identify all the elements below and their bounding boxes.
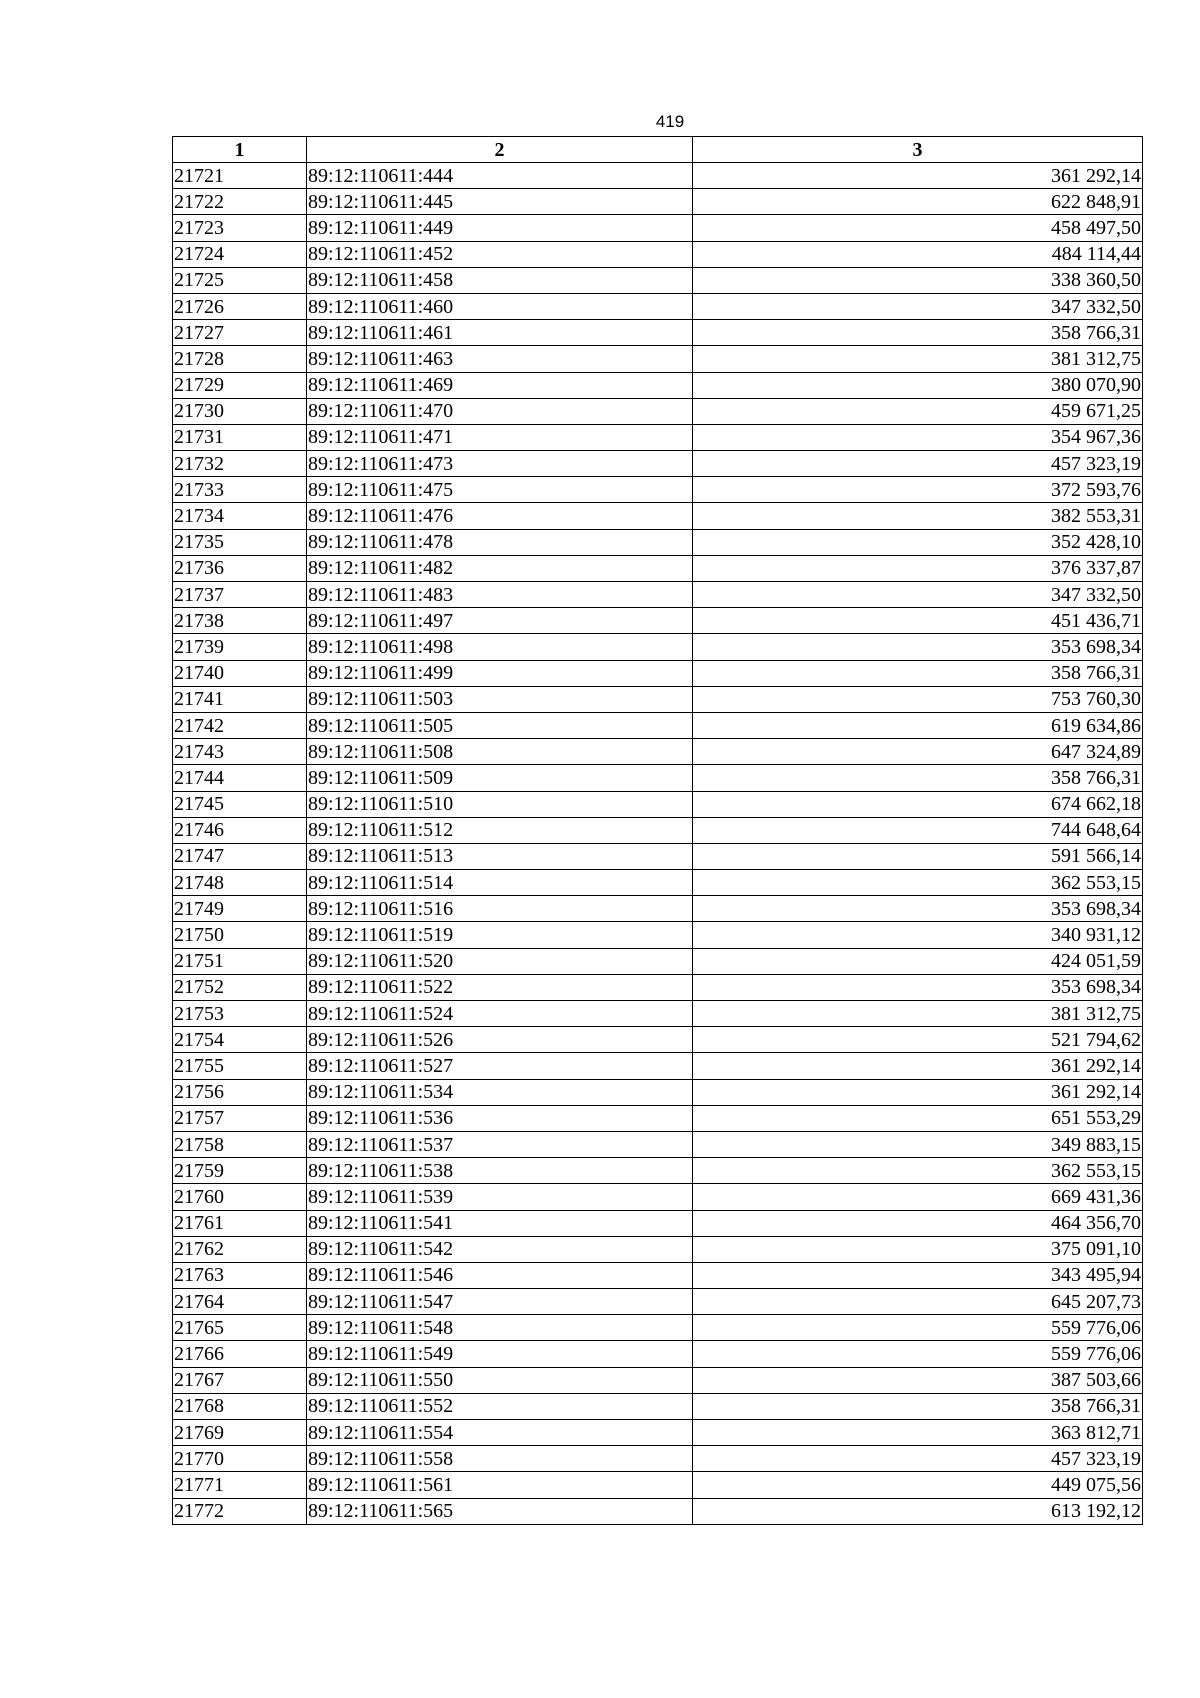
value-cell: 457 323,19 (693, 451, 1143, 477)
table-row (173, 1472, 1143, 1498)
value-cell: 424 051,59 (693, 948, 1143, 974)
value-cell: 353 698,34 (693, 896, 1143, 922)
row-number-cell: 21732 (173, 451, 307, 477)
row-number-cell: 21758 (173, 1131, 307, 1157)
row-number-cell: 21745 (173, 791, 307, 817)
row-number-cell: 21736 (173, 555, 307, 581)
row-number-cell: 21757 (173, 1105, 307, 1131)
table-row (173, 843, 1143, 869)
table-row (173, 451, 1143, 477)
cadastral-number-cell: 89:12:110611:558 (307, 1446, 693, 1472)
table-row (173, 1367, 1143, 1393)
row-number-cell: 21763 (173, 1262, 307, 1288)
cadastral-number-cell: 89:12:110611:452 (307, 241, 693, 267)
table-row (173, 477, 1143, 503)
row-number-cell: 21743 (173, 739, 307, 765)
value-cell: 361 292,14 (693, 1079, 1143, 1105)
cadastral-number-cell: 89:12:110611:548 (307, 1315, 693, 1341)
table-row (173, 660, 1143, 686)
table-row (173, 1105, 1143, 1131)
cadastral-number-cell: 89:12:110611:483 (307, 582, 693, 608)
cadastral-number-cell: 89:12:110611:522 (307, 974, 693, 1000)
table-row (173, 503, 1143, 529)
cadastral-number-cell: 89:12:110611:549 (307, 1341, 693, 1367)
cadastral-number-cell: 89:12:110611:539 (307, 1184, 693, 1210)
table-row (173, 1236, 1143, 1262)
cadastral-number-cell: 89:12:110611:514 (307, 870, 693, 896)
cadastral-number-cell: 89:12:110611:497 (307, 608, 693, 634)
table-row (173, 1158, 1143, 1184)
value-cell: 361 292,14 (693, 163, 1143, 189)
column-header-1: 1 (173, 137, 307, 163)
table-row (173, 1315, 1143, 1341)
value-cell: 457 323,19 (693, 1446, 1143, 1472)
row-number-cell: 21762 (173, 1236, 307, 1262)
table-row (173, 398, 1143, 424)
value-cell: 347 332,50 (693, 582, 1143, 608)
value-cell: 375 091,10 (693, 1236, 1143, 1262)
cadastral-number-cell: 89:12:110611:449 (307, 215, 693, 241)
value-cell: 361 292,14 (693, 1053, 1143, 1079)
cadastral-number-cell: 89:12:110611:458 (307, 267, 693, 293)
row-number-cell: 21737 (173, 582, 307, 608)
table-row (173, 1289, 1143, 1315)
value-cell: 372 593,76 (693, 477, 1143, 503)
table-header-row (173, 137, 1143, 163)
table-row (173, 555, 1143, 581)
table-row (173, 1079, 1143, 1105)
row-number-cell: 21768 (173, 1393, 307, 1419)
cadastral-number-cell: 89:12:110611:536 (307, 1105, 693, 1131)
value-cell: 619 634,86 (693, 712, 1143, 738)
value-cell: 464 356,70 (693, 1210, 1143, 1236)
value-cell: 381 312,75 (693, 1001, 1143, 1027)
value-cell: 744 648,64 (693, 817, 1143, 843)
cadastral-number-cell: 89:12:110611:498 (307, 634, 693, 660)
cadastral-number-cell: 89:12:110611:527 (307, 1053, 693, 1079)
table-row (173, 215, 1143, 241)
row-number-cell: 21728 (173, 346, 307, 372)
cadastral-number-cell: 89:12:110611:508 (307, 739, 693, 765)
table-row (173, 189, 1143, 215)
value-cell: 381 312,75 (693, 346, 1143, 372)
row-number-cell: 21747 (173, 843, 307, 869)
value-cell: 669 431,36 (693, 1184, 1143, 1210)
cadastral-number-cell: 89:12:110611:503 (307, 686, 693, 712)
row-number-cell: 21746 (173, 817, 307, 843)
value-cell: 376 337,87 (693, 555, 1143, 581)
row-number-cell: 21724 (173, 241, 307, 267)
cadastral-number-cell: 89:12:110611:526 (307, 1027, 693, 1053)
value-cell: 363 812,71 (693, 1420, 1143, 1446)
table-body (173, 163, 1143, 1525)
table-row (173, 241, 1143, 267)
value-cell: 674 662,18 (693, 791, 1143, 817)
row-number-cell: 21723 (173, 215, 307, 241)
cadastral-number-cell: 89:12:110611:505 (307, 712, 693, 738)
table-row (173, 1210, 1143, 1236)
row-number-cell: 21759 (173, 1158, 307, 1184)
cadastral-number-cell: 89:12:110611:537 (307, 1131, 693, 1157)
cadastral-number-cell: 89:12:110611:565 (307, 1498, 693, 1524)
cadastral-number-cell: 89:12:110611:552 (307, 1393, 693, 1419)
table-row (173, 1420, 1143, 1446)
value-cell: 349 883,15 (693, 1131, 1143, 1157)
cadastral-number-cell: 89:12:110611:471 (307, 424, 693, 450)
table-row (173, 320, 1143, 346)
cadastral-number-cell: 89:12:110611:561 (307, 1472, 693, 1498)
cadastral-number-cell: 89:12:110611:512 (307, 817, 693, 843)
row-number-cell: 21725 (173, 267, 307, 293)
cadastral-number-cell: 89:12:110611:460 (307, 293, 693, 319)
value-cell: 449 075,56 (693, 1472, 1143, 1498)
cadastral-number-cell: 89:12:110611:463 (307, 346, 693, 372)
value-cell: 753 760,30 (693, 686, 1143, 712)
value-cell: 559 776,06 (693, 1341, 1143, 1367)
table-row (173, 529, 1143, 555)
value-cell: 651 553,29 (693, 1105, 1143, 1131)
table-row (173, 1446, 1143, 1472)
cadastral-number-cell: 89:12:110611:476 (307, 503, 693, 529)
row-number-cell: 21730 (173, 398, 307, 424)
value-cell: 343 495,94 (693, 1262, 1143, 1288)
cadastral-number-cell: 89:12:110611:520 (307, 948, 693, 974)
row-number-cell: 21760 (173, 1184, 307, 1210)
cadastral-number-cell: 89:12:110611:516 (307, 896, 693, 922)
value-cell: 613 192,12 (693, 1498, 1143, 1524)
cadastral-number-cell: 89:12:110611:547 (307, 1289, 693, 1315)
cadastral-number-cell: 89:12:110611:554 (307, 1420, 693, 1446)
value-cell: 382 553,31 (693, 503, 1143, 529)
row-number-cell: 21735 (173, 529, 307, 555)
value-cell: 484 114,44 (693, 241, 1143, 267)
table-row (173, 739, 1143, 765)
value-cell: 354 967,36 (693, 424, 1143, 450)
table-row (173, 293, 1143, 319)
cadastral-number-cell: 89:12:110611:444 (307, 163, 693, 189)
table-row (173, 1184, 1143, 1210)
row-number-cell: 21769 (173, 1420, 307, 1446)
value-cell: 559 776,06 (693, 1315, 1143, 1341)
table-row (173, 163, 1143, 189)
table-row (173, 791, 1143, 817)
page-number: 419 (655, 112, 685, 131)
row-number-cell: 21753 (173, 1001, 307, 1027)
table-row (173, 267, 1143, 293)
cadastral-number-cell: 89:12:110611:475 (307, 477, 693, 503)
cadastral-number-cell: 89:12:110611:445 (307, 189, 693, 215)
data-table (172, 136, 1143, 1525)
table-row (173, 922, 1143, 948)
row-number-cell: 21764 (173, 1289, 307, 1315)
table-row (173, 1053, 1143, 1079)
table-row (173, 1393, 1143, 1419)
table-row (173, 1262, 1143, 1288)
table-row (173, 686, 1143, 712)
table-row (173, 765, 1143, 791)
column-header-3: 3 (693, 137, 1143, 163)
cadastral-number-cell: 89:12:110611:461 (307, 320, 693, 346)
column-header-2: 2 (307, 137, 693, 163)
table-row (173, 948, 1143, 974)
table-row (173, 1027, 1143, 1053)
row-number-cell: 21766 (173, 1341, 307, 1367)
value-cell: 353 698,34 (693, 634, 1143, 660)
row-number-cell: 21738 (173, 608, 307, 634)
value-cell: 458 497,50 (693, 215, 1143, 241)
row-number-cell: 21748 (173, 870, 307, 896)
value-cell: 358 766,31 (693, 660, 1143, 686)
table-row (173, 424, 1143, 450)
value-cell: 459 671,25 (693, 398, 1143, 424)
value-cell: 362 553,15 (693, 870, 1143, 896)
value-cell: 340 931,12 (693, 922, 1143, 948)
row-number-cell: 21731 (173, 424, 307, 450)
value-cell: 622 848,91 (693, 189, 1143, 215)
row-number-cell: 21722 (173, 189, 307, 215)
row-number-cell: 21755 (173, 1053, 307, 1079)
row-number-cell: 21771 (173, 1472, 307, 1498)
row-number-cell: 21726 (173, 293, 307, 319)
row-number-cell: 21752 (173, 974, 307, 1000)
row-number-cell: 21727 (173, 320, 307, 346)
table-row (173, 712, 1143, 738)
cadastral-number-cell: 89:12:110611:542 (307, 1236, 693, 1262)
row-number-cell: 21741 (173, 686, 307, 712)
row-number-cell: 21761 (173, 1210, 307, 1236)
table-row (173, 1131, 1143, 1157)
row-number-cell: 21770 (173, 1446, 307, 1472)
value-cell: 347 332,50 (693, 293, 1143, 319)
row-number-cell: 21756 (173, 1079, 307, 1105)
row-number-cell: 21772 (173, 1498, 307, 1524)
cadastral-number-cell: 89:12:110611:509 (307, 765, 693, 791)
table-row (173, 870, 1143, 896)
table-row (173, 1498, 1143, 1524)
row-number-cell: 21744 (173, 765, 307, 791)
table-row (173, 817, 1143, 843)
row-number-cell: 21739 (173, 634, 307, 660)
cadastral-number-cell: 89:12:110611:478 (307, 529, 693, 555)
table-row (173, 974, 1143, 1000)
row-number-cell: 21740 (173, 660, 307, 686)
value-cell: 647 324,89 (693, 739, 1143, 765)
cadastral-number-cell: 89:12:110611:546 (307, 1262, 693, 1288)
row-number-cell: 21751 (173, 948, 307, 974)
value-cell: 358 766,31 (693, 765, 1143, 791)
row-number-cell: 21765 (173, 1315, 307, 1341)
value-cell: 591 566,14 (693, 843, 1143, 869)
row-number-cell: 21749 (173, 896, 307, 922)
table-row (173, 1341, 1143, 1367)
row-number-cell: 21721 (173, 163, 307, 189)
cadastral-number-cell: 89:12:110611:541 (307, 1210, 693, 1236)
cadastral-number-cell: 89:12:110611:550 (307, 1367, 693, 1393)
cadastral-number-cell: 89:12:110611:534 (307, 1079, 693, 1105)
cadastral-number-cell: 89:12:110611:473 (307, 451, 693, 477)
cadastral-number-cell: 89:12:110611:513 (307, 843, 693, 869)
table-row (173, 608, 1143, 634)
row-number-cell: 21729 (173, 372, 307, 398)
value-cell: 521 794,62 (693, 1027, 1143, 1053)
value-cell: 387 503,66 (693, 1367, 1143, 1393)
cadastral-number-cell: 89:12:110611:538 (307, 1158, 693, 1184)
table-row (173, 346, 1143, 372)
value-cell: 362 553,15 (693, 1158, 1143, 1184)
row-number-cell: 21754 (173, 1027, 307, 1053)
table-row (173, 1001, 1143, 1027)
table-row (173, 896, 1143, 922)
value-cell: 358 766,31 (693, 1393, 1143, 1419)
value-cell: 358 766,31 (693, 320, 1143, 346)
cadastral-number-cell: 89:12:110611:510 (307, 791, 693, 817)
value-cell: 353 698,34 (693, 974, 1143, 1000)
cadastral-number-cell: 89:12:110611:469 (307, 372, 693, 398)
cadastral-number-cell: 89:12:110611:499 (307, 660, 693, 686)
row-number-cell: 21733 (173, 477, 307, 503)
value-cell: 451 436,71 (693, 608, 1143, 634)
row-number-cell: 21750 (173, 922, 307, 948)
table-row (173, 634, 1143, 660)
table-row (173, 372, 1143, 398)
cadastral-number-cell: 89:12:110611:470 (307, 398, 693, 424)
value-cell: 380 070,90 (693, 372, 1143, 398)
cadastral-number-cell: 89:12:110611:482 (307, 555, 693, 581)
cadastral-number-cell: 89:12:110611:519 (307, 922, 693, 948)
row-number-cell: 21767 (173, 1367, 307, 1393)
value-cell: 338 360,50 (693, 267, 1143, 293)
row-number-cell: 21742 (173, 712, 307, 738)
row-number-cell: 21734 (173, 503, 307, 529)
table-row (173, 582, 1143, 608)
value-cell: 352 428,10 (693, 529, 1143, 555)
value-cell: 645 207,73 (693, 1289, 1143, 1315)
cadastral-number-cell: 89:12:110611:524 (307, 1001, 693, 1027)
